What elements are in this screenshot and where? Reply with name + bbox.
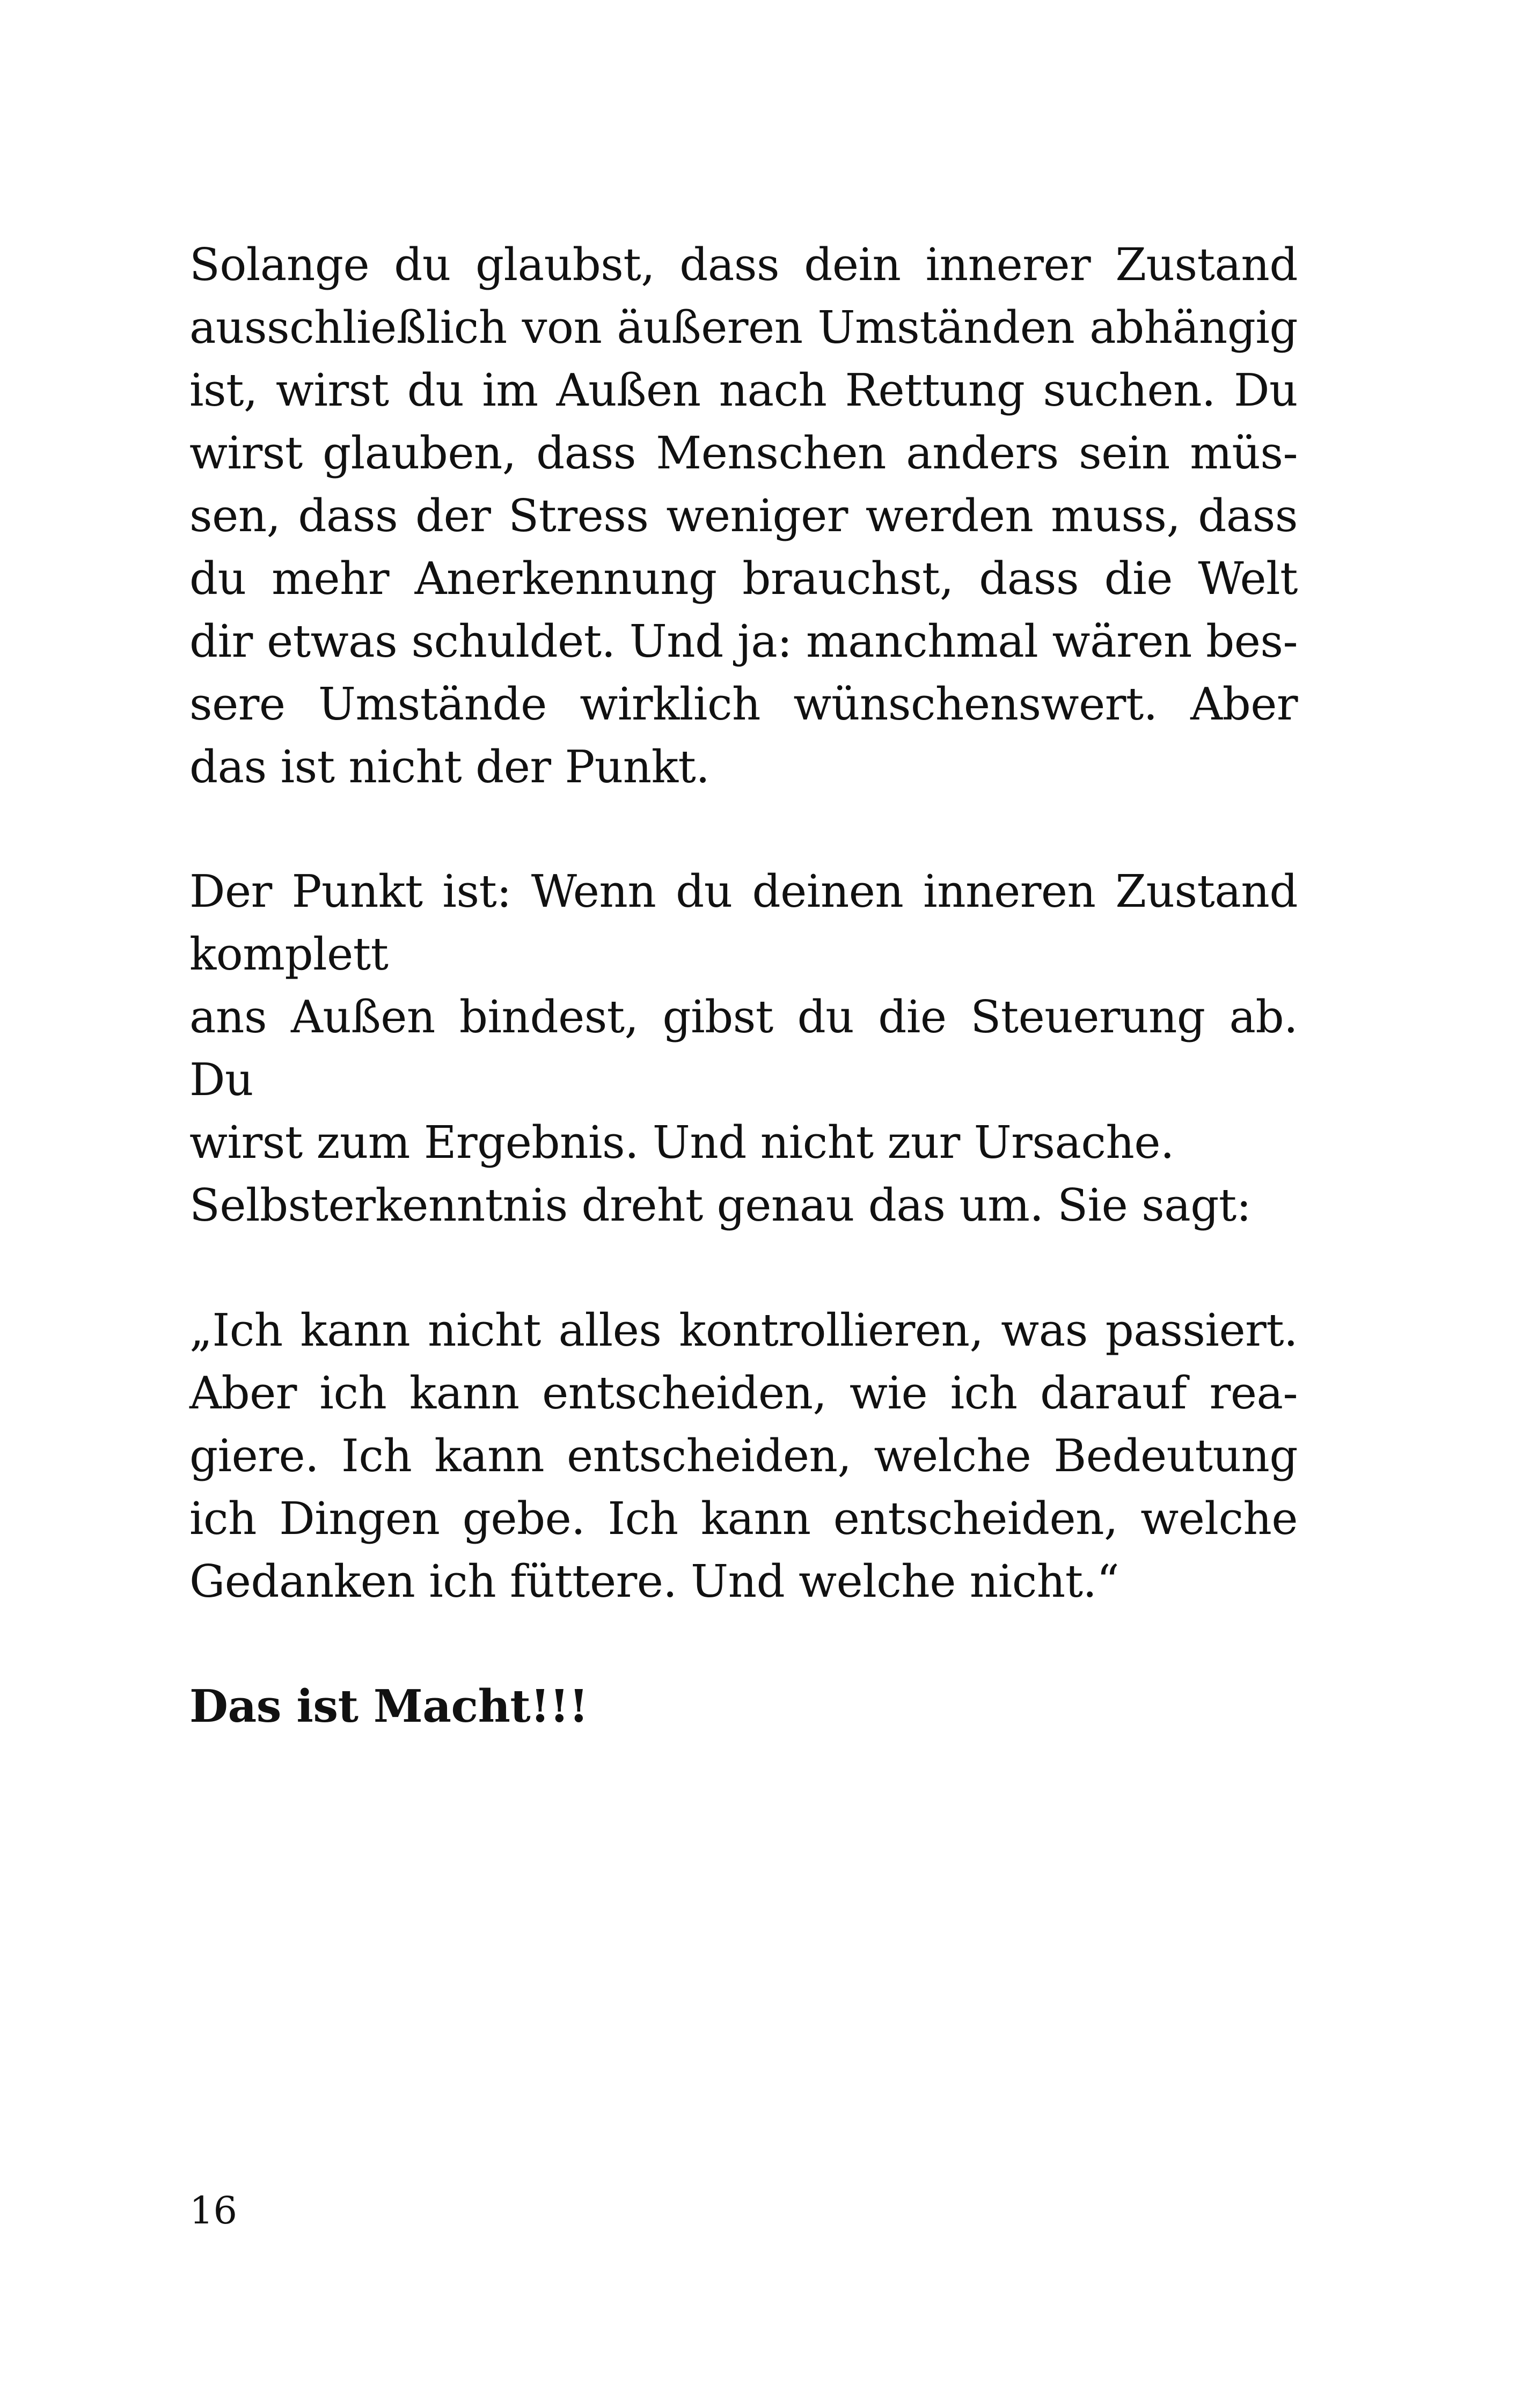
text-line: ist, wirst du im Außen nach Rettung suchen. Du (189, 364, 1298, 416)
closing-bold-line: Das ist Macht!!! (189, 1680, 589, 1732)
paragraph-the-point (189, 860, 1298, 1174)
text-line: Aber ich kann entscheiden, wie ich darauf rea- (189, 1367, 1298, 1419)
text-line: sen, dass der Stress weniger werden muss, dass (189, 490, 1298, 542)
quote-paragraph (189, 1299, 1298, 1613)
text-line: sere Umstände wirklich wünschenswert. Aber (189, 678, 1298, 730)
text-line: ans Außen bindest, gibst du die Steuerung ab. Du (189, 991, 1298, 1106)
closing-statement (189, 1675, 1298, 1738)
text-line: Gedanken ich füttere. Und welche nicht.“ (189, 1555, 1119, 1607)
text-line: Solange du glaubst, dass dein innerer Zustand (189, 239, 1298, 291)
text-line: Der Punkt ist: Wenn du deinen inneren Zustand (189, 865, 1298, 917)
text-line: komplett (189, 928, 389, 980)
text-line: ich Dingen gebe. Ich kann entscheiden, welche (189, 1493, 1298, 1545)
text-line: dir etwas schuldet. Und ja: manchmal wären bes- (189, 615, 1298, 667)
text-line: giere. Ich kann entscheiden, welche Bedeutung (189, 1430, 1298, 1482)
text-line: du mehr Anerkennung brauchst, dass die Welt (189, 553, 1298, 605)
paragraph-external-circumstances (189, 233, 1298, 798)
page-number: 16 (189, 2189, 238, 2233)
text-line: ausschließlich von äußeren Umständen abhängig (189, 302, 1298, 354)
text-line: das ist nicht der Punkt. (189, 741, 710, 793)
text-line: wirst zum Ergebnis. Und nicht zur Ursache. (189, 1117, 1174, 1169)
paragraph-self-knowledge (189, 1174, 1298, 1237)
text-line: „Ich kann nicht alles kontrollieren, was passiert. (189, 1304, 1298, 1356)
text-line: wirst glauben, dass Menschen anders sein müs- (189, 427, 1298, 479)
text-line: Selbsterkenntnis dreht genau das um. Sie sagt: (189, 1179, 1252, 1231)
